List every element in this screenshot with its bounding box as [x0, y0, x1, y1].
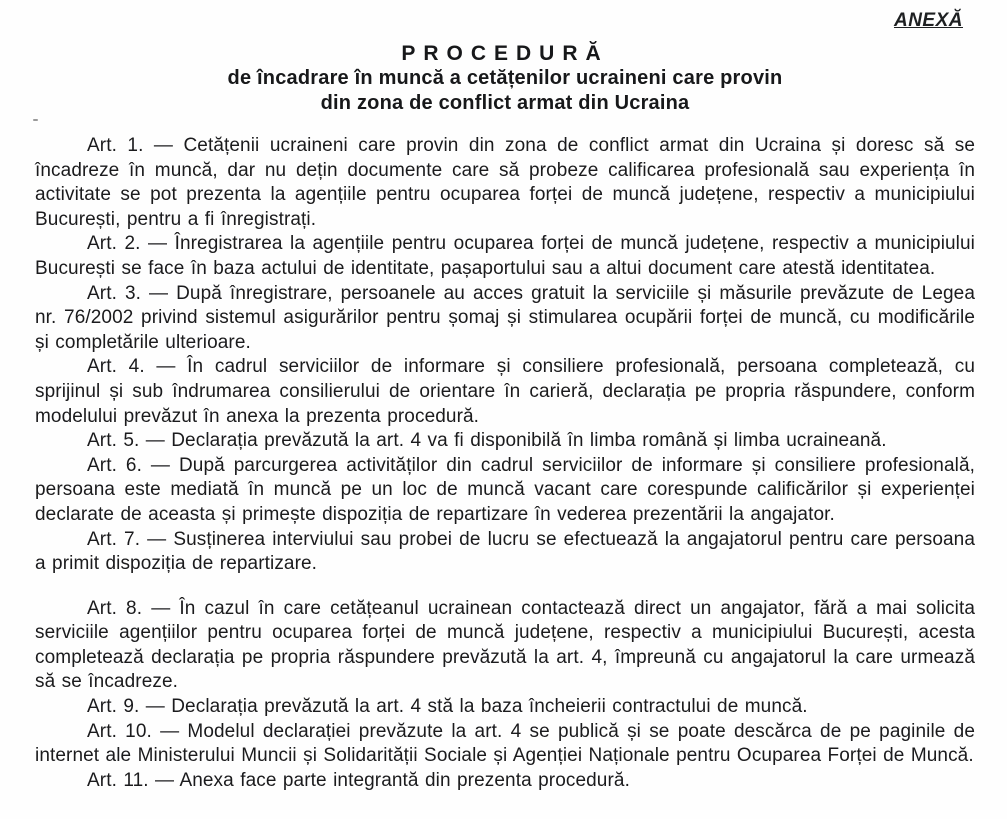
article-9: Art. 9. — Declarația prevăzută la art. 4 stă la baza încheierii contractului de muncă. — [87, 696, 808, 718]
article-11: Art. 11. — Anexa face parte integrantă din prezenta procedură. — [87, 769, 630, 791]
article-1: Art. 1. — Cetățenii ucraineni care provin din zona de conflict armat din Ucraina și doresc să se încadreze în muncă, dar nu dețin documente care să probeze calificarea profesională sau experiența în activitate se pot prezenta la agențiile pentru ocuparea forței de muncă județene, respectiv a municipiului București, pentru a fi înregistrați. — [35, 135, 975, 230]
article-6: Art. 6. — După parcurgerea activităților din cadrul serviciilor de informare și consiliere profesională, persoana este mediată în muncă pe un loc de muncă vacant care corespunde calificărilor și experienței declarate de aceasta și primește dispoziția de repartizare în vederea prezentării la angajator. — [35, 454, 975, 525]
article-7: Art. 7. — Susținerea interviului sau probei de lucru se efectuează la angajatorul pentru care persoana a primit dispoziția de repartizare. — [35, 528, 975, 575]
article-3: Art. 3. — După înregistrare, persoanele au acces gratuit la serviciile și măsurile prevăzute de Legea nr. 76/2002 privind sistemul asigurărilor pentru șomaj și stimularea ocupării forței de muncă, cu modificările și completările ulterioare. — [35, 282, 975, 353]
document-subtitle-line1: de încadrare în muncă a cetățenilor ucraineni care provin — [227, 67, 783, 89]
article-4: Art. 4. — În cadrul serviciilor de informare și consiliere profesională, persoana completează, cu sprijinul și sub îndrumarea consilierului de orientare în carieră, declarația pe propria răspundere, conform modelului prevăzut în anexa la prezenta procedură. — [35, 356, 975, 427]
article-10: Art. 10. — Modelul declarației prevăzute la art. 4 se publică și se poate descărca de pe paginile de internet ale Ministerului Muncii și Solidarității Sociale și Agenției Naționale pentru Ocuparea Forței de Muncă. — [35, 720, 975, 767]
article-8: Art. 8. — În cazul în care cetățeanul ucrainean contactează direct un angajator, fără a mai solicita serviciile agențiilor pentru ocuparea forței de muncă județene, respectiv a municipiului București, acesta completează declarația pe propria răspundere prevăzută la art. 4, împreună cu angajatorul la care urmează să se încadreze. — [35, 597, 975, 693]
annex-label: ANEXĂ — [893, 10, 963, 31]
document-title-block — [35, 42, 975, 115]
document-title: PROCEDURĂ — [401, 42, 609, 65]
document-subtitle-line2: din zona de conflict armat din Ucraina — [320, 91, 690, 114]
scan-artifact — [33, 119, 38, 121]
document-body — [35, 134, 975, 793]
article-5: Art. 5. — Declarația prevăzută la art. 4 va fi disponibilă în limba română și limba ucraineană. — [87, 430, 887, 452]
article-2: Art. 2. — Înregistrarea la agențiile pentru ocuparea forței de muncă județene, respectiv a municipiului București se face în baza actului de identitate, pașaportului sau a altui document care atestă identitatea. — [35, 233, 975, 279]
